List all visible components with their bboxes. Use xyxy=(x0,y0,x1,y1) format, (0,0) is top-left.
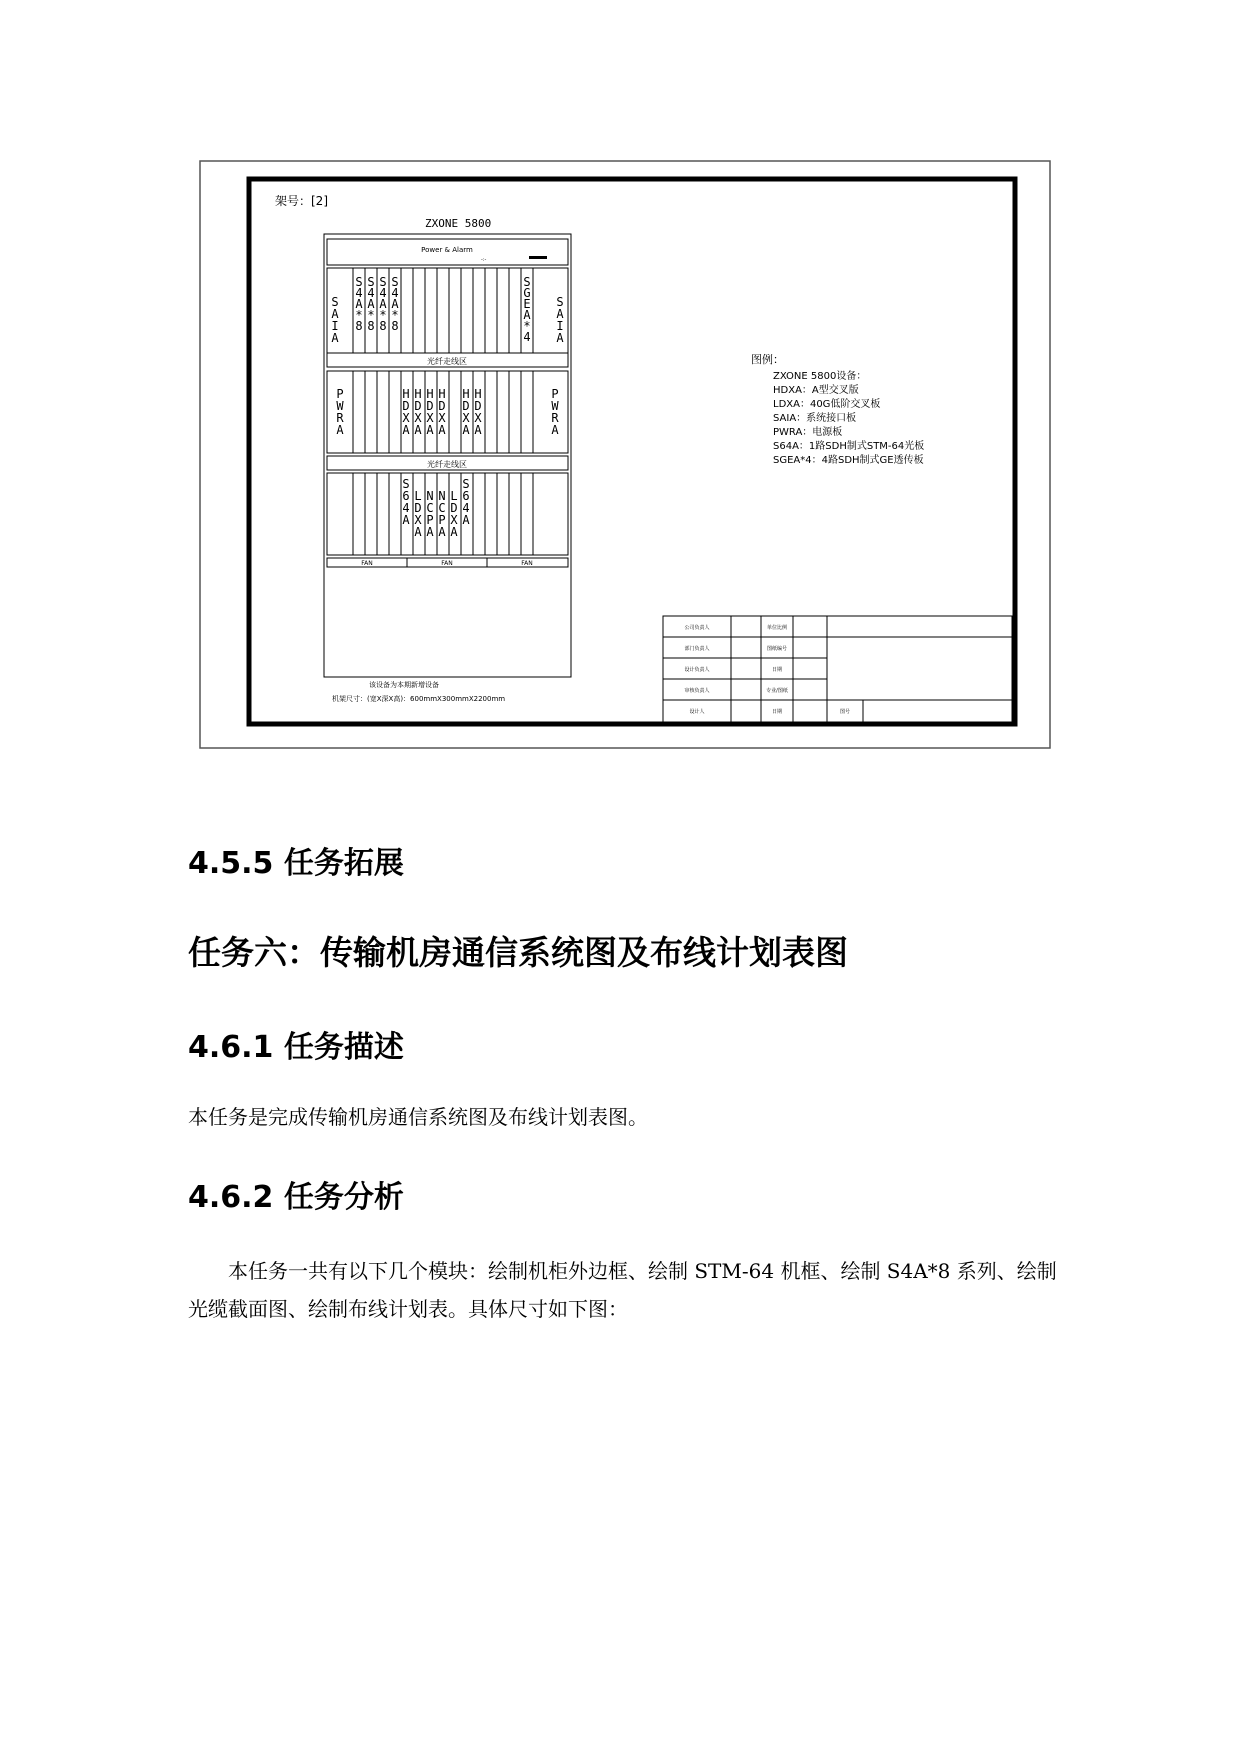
fan-3: FAN xyxy=(521,560,533,567)
fan-2: FAN xyxy=(441,560,453,567)
row3-slot-ncpa-2: N C P A xyxy=(438,489,446,539)
legend-item-3: LDXA：40G低阶交叉板 xyxy=(773,399,881,410)
row2-slot-hdxa-6: H D X A xyxy=(474,387,482,437)
legend-item-7: SGEA*4：4路SDH制式GE透传板 xyxy=(773,455,924,466)
row3-slot-ncpa-1: N C P A xyxy=(426,489,434,539)
power-alarm-indicator xyxy=(529,256,547,259)
row1-slot-saia-left: S A I A xyxy=(331,295,339,345)
fiber-zone-2-label: 光纤走线区 xyxy=(427,460,467,469)
tb-left-4: 审核负责人 xyxy=(684,688,710,694)
row1-slot-s4a-1: S 4 A * 8 xyxy=(355,275,363,333)
tb-left-3: 设计负责人 xyxy=(684,667,710,673)
row1-slot-sgea: S G E A * 4 xyxy=(523,275,531,344)
legend-item-6: S64A：1路SDH制式STM-64光板 xyxy=(773,441,925,452)
row2-slot-hdxa-3: H D X A xyxy=(426,387,434,437)
cabinet-note-1: 该设备为本期新增设备 xyxy=(369,681,439,689)
row1-slot-s4a-4: S 4 A * 8 xyxy=(391,275,399,333)
row1-slot-saia-right: S A I A xyxy=(556,295,564,345)
tb-mid-4: 专业/图纸 xyxy=(766,688,788,694)
power-alarm-label: Power & Alarm xyxy=(421,246,473,254)
paragraph-task-description: 本任务是完成传输机房通信系统图及布线计划表图。 xyxy=(188,1105,648,1129)
title-block xyxy=(663,616,1012,722)
legend-item-1: ZXONE 5800设备： xyxy=(773,371,867,382)
row3-slot-ldxa-1: L D X A xyxy=(414,489,422,539)
tb-mid-3: 日期 xyxy=(771,667,783,673)
paragraph-task-analysis: 本任务一共有以下几个模块：绘制机柜外边框、绘制 STM-64 机框、绘制 S4A*8 系列、绘制光缆截面图、绘制布线计划表。具体尺寸如下图： xyxy=(188,1259,1057,1321)
legend-title: 图例： xyxy=(751,353,784,366)
row2-slot-hdxa-4: H D X A xyxy=(438,387,446,437)
row1-slot-s4a-2: S 4 A * 8 xyxy=(367,275,375,333)
fiber-zone-1-label: 光纤走线区 xyxy=(427,357,467,366)
rack-model: ZXONE 5800 xyxy=(425,217,492,230)
heading-4-5-5: 4.5.5 任务拓展 xyxy=(188,846,404,881)
row2-slot-hdxa-5: H D X A xyxy=(462,387,470,437)
tb-left-2: 部门负责人 xyxy=(684,646,710,652)
row3-slot-s64a-2: S 6 4 A xyxy=(462,477,470,527)
legend-item-5: PWRA：电源板 xyxy=(773,427,843,438)
heading-4-6-1: 4.6.1 任务描述 xyxy=(188,1030,404,1065)
rack-diagram-figure xyxy=(199,160,1051,750)
legend-item-2: HDXA：A型交叉版 xyxy=(773,385,859,396)
row1-slot-s4a-3: S 4 A * 8 xyxy=(379,275,387,333)
legend-item-4: SAIA：系统接口板 xyxy=(773,413,857,424)
tb-mid-2: 图纸编号 xyxy=(766,646,788,652)
tb-mid-5: 日期 xyxy=(771,709,783,715)
row2-slot-hdxa-2: H D X A xyxy=(414,387,422,437)
power-alarm-mark: -:- xyxy=(481,257,487,263)
row2-slot-pwra-right: P W R A xyxy=(551,387,559,437)
row3-slot-s64a-1: S 6 4 A xyxy=(402,477,410,527)
tb-name-label: 图号 xyxy=(839,709,851,715)
tb-left-1: 公司负责人 xyxy=(684,625,710,631)
cabinet-note-2: 机架尺寸：(宽X深X高)：600mmX300mmX2200mm xyxy=(332,695,506,703)
rack-number: 架号：[2] xyxy=(275,194,328,208)
tb-left-5: 设计人 xyxy=(689,709,705,715)
heading-task-6: 任务六：传输机房通信系统图及布线计划表图 xyxy=(188,933,848,972)
heading-4-6-2: 4.6.2 任务分析 xyxy=(188,1180,404,1215)
tb-mid-1: 单位比例 xyxy=(766,625,788,631)
rack-diagram-svg xyxy=(199,160,1051,750)
fan-1: FAN xyxy=(361,560,373,567)
row2-slot-hdxa-1: H D X A xyxy=(402,387,410,437)
row3-slot-ldxa-2: L D X A xyxy=(450,489,458,539)
row2-slot-pwra-left: P W R A xyxy=(336,387,344,437)
